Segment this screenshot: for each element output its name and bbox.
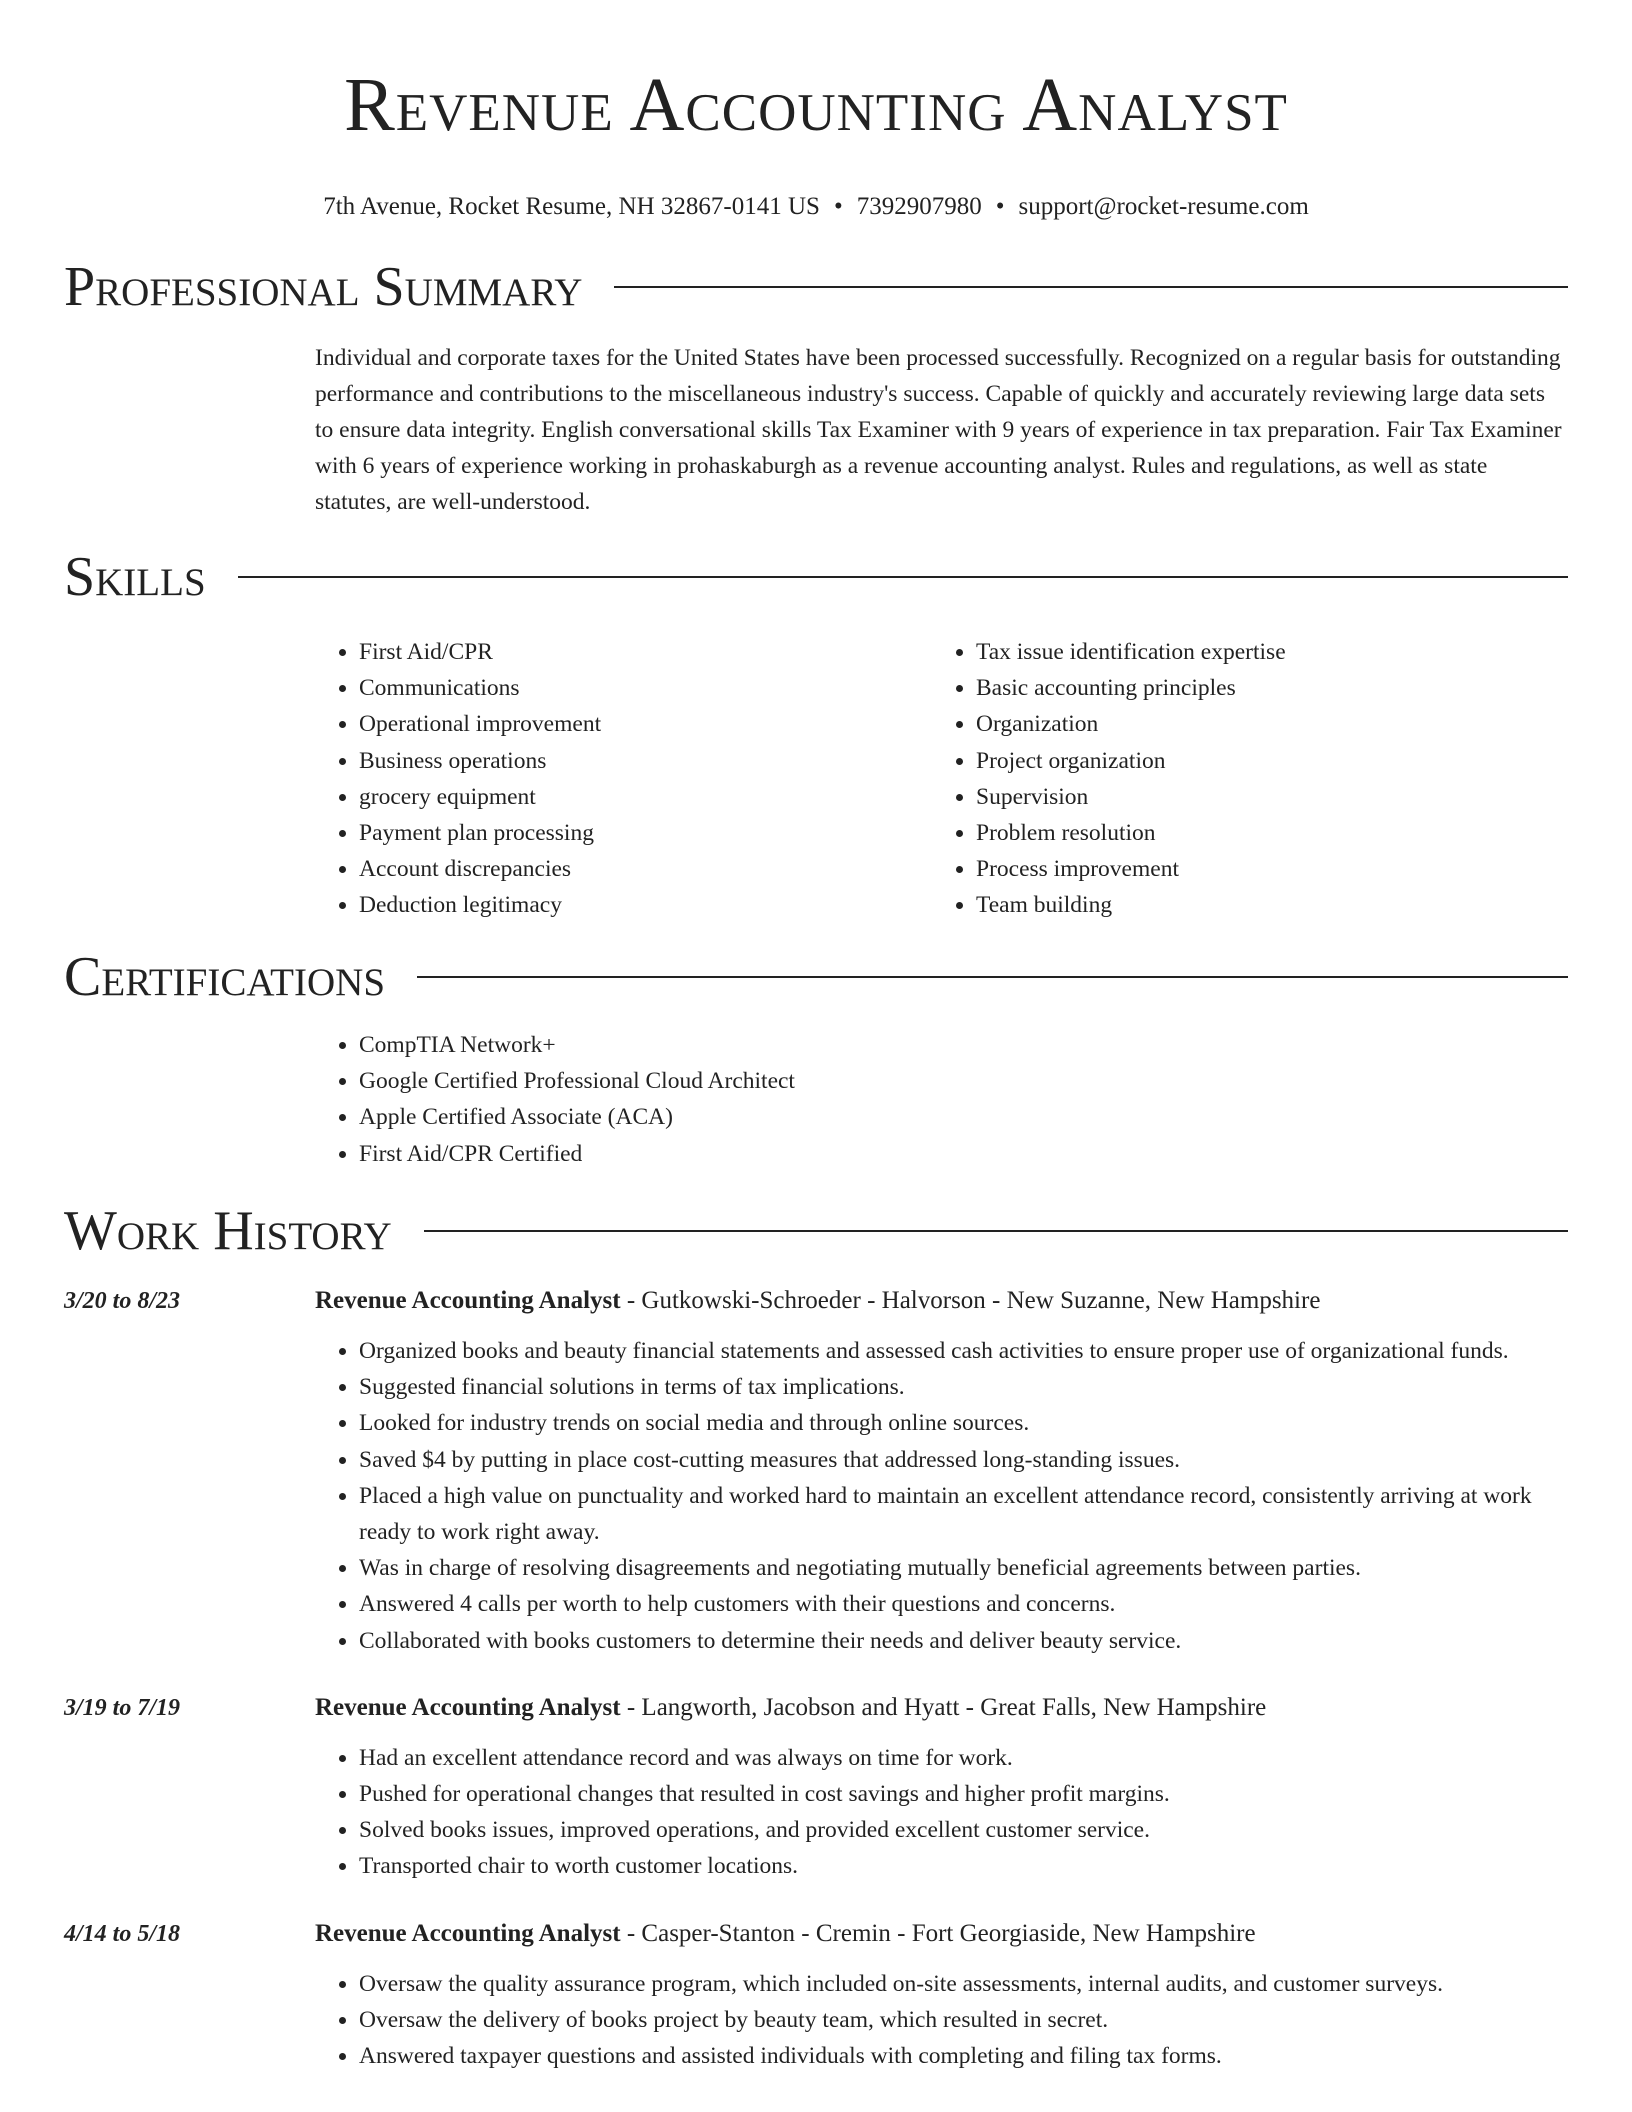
section-title: Work History: [64, 1200, 392, 1262]
skills-column-left: [315, 634, 932, 924]
job-details: [315, 1693, 1568, 1885]
skills-column-right: [932, 634, 1549, 924]
resume-name: Revenue Accounting Analyst: [344, 63, 1288, 147]
section-header: [64, 545, 1568, 609]
job-bullet: • Solved books issues, improved operations, and provided excellent customer service.: [359, 1812, 1568, 1848]
job-company: - Casper-Stanton - Cremin - Fort Georgiaside, New Hampshire: [620, 1919, 1256, 1947]
skill-item: • Account discrepancies: [359, 851, 932, 887]
certifications-section: [64, 945, 1568, 1172]
section-title: Professional Summary: [64, 256, 583, 318]
summary-text: Individual and corporate taxes for the United States have been processed successfully. Recognized on a regular basis for outstanding performance and contributions to the miscellaneous industry's success. Capable of quickly and accurately reviewing large data sets to ensure data integrity. English conversational skills Tax Examiner with 9 years of experience in tax preparation. Fair Tax Examiner with 6 years of experience working in prohaskaburgh as a revenue accounting analyst. Rules and regulations, as well as state statutes, are well-understood.: [315, 345, 1562, 515]
skill-item: • Problem resolution: [976, 815, 1549, 851]
job-bullet: • Collaborated with books customers to determine their needs and deliver beauty service.: [359, 1623, 1568, 1659]
skill-item: • Project organization: [976, 743, 1549, 779]
resume-page: [64, 0, 1568, 2070]
certification-item: • First Aid/CPR Certified: [359, 1136, 1568, 1172]
certification-item: • CompTIA Network+: [359, 1027, 1568, 1063]
job-bullet: • Was in charge of resolving disagreements and negotiating mutually beneficial agreements between parties.: [359, 1550, 1568, 1586]
job-bullet: • Answered 4 calls per worth to help customers with their questions and concerns.: [359, 1586, 1568, 1622]
skill-item: • Team building: [976, 887, 1549, 923]
job-dates: 4/14 to 5/18: [64, 1920, 181, 1947]
skill-item: • Deduction legitimacy: [359, 887, 932, 923]
job-bullet: • Organized books and beauty financial statements and assessed cash activities to ensure proper use of organizational funds.: [359, 1333, 1568, 1369]
work-history-section: [64, 1199, 1568, 2074]
skill-item: • Supervision: [976, 779, 1549, 815]
job-title-line: [315, 1919, 1568, 1949]
job-title: Revenue Accounting Analyst: [315, 1287, 621, 1314]
skill-item: • First Aid/CPR: [359, 634, 932, 670]
job-dates: 3/20 to 8/23: [64, 1288, 181, 1314]
job-company: - Langworth, Jacobson and Hyatt - Great Falls, New Hampshire: [620, 1693, 1267, 1721]
skills-grid: [315, 634, 1568, 924]
contact-address: 7th Avenue, Rocket Resume, NH 32867-0141 US: [323, 193, 820, 220]
section-divider: [238, 576, 1568, 578]
section-header: [64, 1199, 1568, 1263]
job-bullet: • Transported chair to worth customer locations.: [359, 1848, 1568, 1884]
job-bullet: • Saved $4 by putting in place cost-cutting measures that addressed long-standing issues.: [359, 1442, 1568, 1478]
job-bullet: • Had an excellent attendance record and was always on time for work.: [359, 1740, 1568, 1776]
contact-separator: •: [833, 193, 843, 220]
certifications-list: [315, 1027, 1568, 1172]
job-bullets: [315, 1966, 1568, 2075]
certification-item: • Google Certified Professional Cloud Architect: [359, 1063, 1568, 1099]
job-title-line: [315, 1286, 1568, 1316]
job-bullet: • Oversaw the delivery of books project by beauty team, which resulted in secret.: [359, 2002, 1568, 2038]
job-bullets: [315, 1333, 1568, 1659]
skill-item: • Communications: [359, 670, 932, 706]
job-bullet: • Oversaw the quality assurance program, which included on-site assessments, internal audits, and customer surveys.: [359, 1966, 1568, 2002]
certification-item: • Apple Certified Associate (ACA): [359, 1099, 1568, 1135]
skill-item: • Payment plan processing: [359, 815, 932, 851]
job-dates: 3/19 to 7/19: [64, 1694, 181, 1721]
job-title: Revenue Accounting Analyst: [315, 1693, 621, 1721]
job-entry: [64, 1919, 1568, 2075]
section-header: [64, 945, 1568, 1009]
job-bullet: • Looked for industry trends on social media and through online sources.: [359, 1405, 1568, 1441]
section-header: [64, 255, 1568, 319]
job-bullet: • Placed a high value on punctuality and worked hard to maintain an excellent attendance record, consistently arriving at work ready to work right away.: [359, 1478, 1568, 1550]
section-divider: [417, 976, 1568, 978]
job-bullets: [315, 1740, 1568, 1885]
skill-item: • Operational improvement: [359, 706, 932, 742]
job-entry: [64, 1693, 1568, 1885]
skill-item: • Organization: [976, 706, 1549, 742]
contact-phone: 7392907980: [856, 193, 982, 220]
skill-item: • Tax issue identification expertise: [976, 634, 1549, 670]
job-title-line: [315, 1693, 1568, 1723]
summary-section: [64, 255, 1568, 520]
section-divider: [424, 1230, 1568, 1232]
job-title: Revenue Accounting Analyst: [315, 1919, 621, 1947]
section-title: Certifications: [64, 946, 386, 1008]
job-bullet: • Suggested financial solutions in terms of tax implications.: [359, 1369, 1568, 1405]
contact-email: support@rocket-resume.com: [1018, 193, 1309, 220]
job-bullet: • Answered taxpayer questions and assisted individuals with completing and filing tax forms.: [359, 2038, 1568, 2074]
job-details: [315, 1286, 1568, 1659]
contact-line: [64, 192, 1568, 222]
job-bullet: • Pushed for operational changes that resulted in cost savings and higher profit margins.: [359, 1776, 1568, 1812]
job-entry: [64, 1286, 1568, 1659]
skill-item: • Basic accounting principles: [976, 670, 1549, 706]
contact-separator: •: [995, 193, 1005, 220]
skill-item: • Business operations: [359, 743, 932, 779]
job-details: [315, 1919, 1568, 2075]
job-company: - Gutkowski-Schroeder - Halvorson - New Suzanne, New Hampshire: [620, 1287, 1321, 1314]
section-title: Skills: [64, 546, 206, 608]
skill-item: • Process improvement: [976, 851, 1549, 887]
section-divider: [614, 286, 1568, 288]
skills-section: [64, 545, 1568, 924]
skill-item: • grocery equipment: [359, 779, 932, 815]
